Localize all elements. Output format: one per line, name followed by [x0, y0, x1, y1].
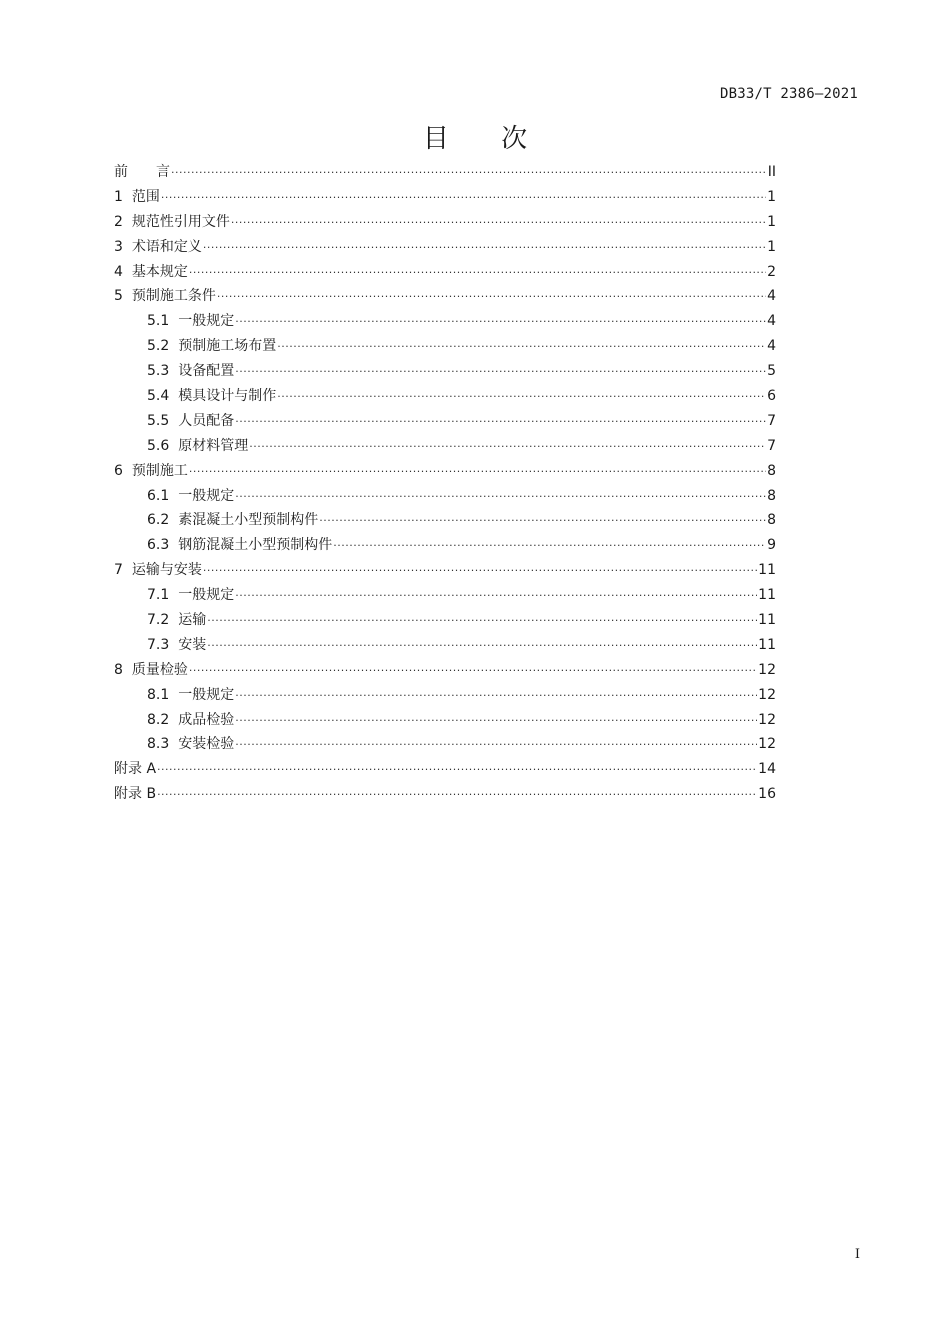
toc-entry-number: 3: [114, 238, 123, 255]
toc-leader-dots: [333, 530, 766, 556]
toc-entry-page: 11: [758, 562, 776, 579]
toc-leader-dots: [277, 331, 766, 357]
toc-leader-dots: [161, 182, 766, 208]
toc-entry-page: 12: [758, 736, 776, 753]
toc-entry-page: 16: [758, 786, 776, 803]
toc-entry-label: 一般规定: [178, 686, 235, 703]
toc-leader-dots: [235, 680, 757, 706]
toc-entry-number: 6: [114, 462, 123, 479]
toc-leader-dots: [189, 655, 757, 681]
toc-leader-dots: [235, 705, 757, 731]
toc-entry-number: 5.1: [147, 313, 170, 330]
toc-entry-label: 附录 B: [114, 786, 157, 803]
toc-entry-number: 6.2: [147, 512, 170, 529]
toc-entry-label: 附录 A: [114, 761, 157, 778]
toc-entry-number: 8: [114, 661, 123, 678]
toc-entry-label: 模具设计与制作: [178, 388, 277, 405]
toc-entry-number: 5.4: [147, 388, 170, 405]
page-number: I: [854, 1247, 860, 1262]
toc-entry-label: 质量检验: [131, 661, 188, 678]
toc-entry-page: 12: [758, 711, 776, 728]
toc-entry-page: 9: [767, 537, 776, 554]
toc-leader-dots: [235, 481, 766, 507]
toc-entry-number: 8.3: [147, 736, 170, 753]
toc-entry-page: 11: [758, 587, 776, 604]
toc-leader-dots: [231, 207, 766, 233]
toc-entry-page: 7: [767, 412, 776, 429]
toc-entry-page: II: [767, 164, 776, 180]
toc-entry-label: 设备配置: [178, 363, 235, 380]
toc-entry-label: 基本规定: [131, 263, 188, 280]
toc-entry-number: 6.1: [147, 487, 170, 504]
toc-entry-number: 7.3: [147, 636, 170, 653]
toc-entry-number: 4: [114, 263, 123, 280]
toc-leader-dots: [235, 406, 766, 432]
toc-entry-number: 5: [114, 288, 123, 305]
toc-entry-label: 成品检验: [178, 711, 235, 728]
toc-entry-label: 人员配备: [178, 412, 235, 429]
toc-entry-number: 8.1: [147, 686, 170, 703]
toc-leader-dots: [277, 381, 766, 407]
toc-entry-page: 7: [767, 437, 776, 454]
toc-entry-page: 8: [767, 487, 776, 504]
toc-entry-page: 8: [767, 512, 776, 529]
toc-entry-page: 12: [758, 661, 776, 678]
toc-entry-number: 5.3: [147, 363, 170, 380]
toc-entry-label: 一般规定: [178, 487, 235, 504]
toc-entry-page: 2: [767, 263, 776, 280]
toc-entry-number: 2: [114, 213, 123, 230]
toc-leader-dots: [157, 779, 757, 805]
toc-entry-page: 4: [767, 338, 776, 355]
toc-entry-page: 1: [767, 213, 776, 230]
toc-leader-dots: [217, 281, 766, 307]
toc-leader-dots: [319, 505, 766, 531]
toc-leader-dots: [189, 456, 766, 482]
toc-entry-page: 5: [767, 363, 776, 380]
toc-entry-label: 运输: [178, 612, 207, 629]
toc-entry-label: 钢筋混凝土小型预制构件: [178, 537, 333, 554]
toc-entry-label: 预制施工: [131, 462, 188, 479]
toc-entry-page: 11: [758, 636, 776, 653]
toc-entry-label: 术语和定义: [131, 238, 202, 255]
toc-leader-dots: [203, 555, 757, 581]
toc-leader-dots: [189, 257, 766, 283]
toc-leader-dots: [157, 754, 757, 780]
toc-entry-page: 4: [767, 288, 776, 305]
page-title: 目 次: [422, 124, 550, 154]
toc-leader-dots: [171, 157, 767, 183]
toc-entry-number: 7.2: [147, 612, 170, 629]
toc-entry-label: 原材料管理: [178, 437, 249, 454]
toc-entry-number: 7.1: [147, 587, 170, 604]
toc-entry-label: 素混凝土小型预制构件: [178, 512, 319, 529]
toc-entry-label: 安装: [178, 636, 207, 653]
toc-leader-dots: [249, 431, 766, 457]
table-of-contents: [114, 160, 776, 807]
document-code: DB33/T 2386—2021: [719, 86, 858, 102]
toc-entry[interactable]: [114, 782, 776, 807]
toc-entry-page: 11: [758, 612, 776, 629]
toc-entry-page: 12: [758, 686, 776, 703]
toc-entry-page: 1: [767, 238, 776, 255]
toc-entry-label: 规范性引用文件: [131, 213, 230, 230]
toc-leader-dots: [235, 306, 766, 332]
toc-entry-label: 安装检验: [178, 736, 235, 753]
toc-entry-number: 6.3: [147, 537, 170, 554]
toc-entry-number: 5.5: [147, 412, 170, 429]
toc-entry-number: 1: [114, 188, 123, 205]
toc-entry-page: 6: [767, 388, 776, 405]
toc-entry-page: 4: [767, 313, 776, 330]
toc-entry-label: 运输与安装: [131, 562, 202, 579]
toc-entry-number: 7: [114, 562, 123, 579]
toc-entry-page: 8: [767, 462, 776, 479]
toc-entry-label: 预制施工条件: [131, 288, 216, 305]
toc-entry-number: 5.2: [147, 338, 170, 355]
toc-entry-label: 一般规定: [178, 313, 235, 330]
toc-entry-page: 1: [767, 188, 776, 205]
toc-entry-label: 预制施工场布置: [178, 338, 277, 355]
toc-entry-label: 范围: [131, 188, 160, 205]
toc-leader-dots: [207, 605, 757, 631]
toc-entry-label: 一般规定: [178, 587, 235, 604]
toc-leader-dots: [203, 232, 766, 258]
toc-entry-number: 8.2: [147, 711, 170, 728]
toc-leader-dots: [235, 356, 766, 382]
toc-leader-dots: [235, 580, 757, 606]
toc-entry-label: 前 言: [114, 164, 170, 180]
toc-entry-number: 5.6: [147, 437, 170, 454]
toc-leader-dots: [207, 630, 757, 656]
toc-entry-page: 14: [758, 761, 776, 778]
toc-leader-dots: [235, 729, 757, 755]
